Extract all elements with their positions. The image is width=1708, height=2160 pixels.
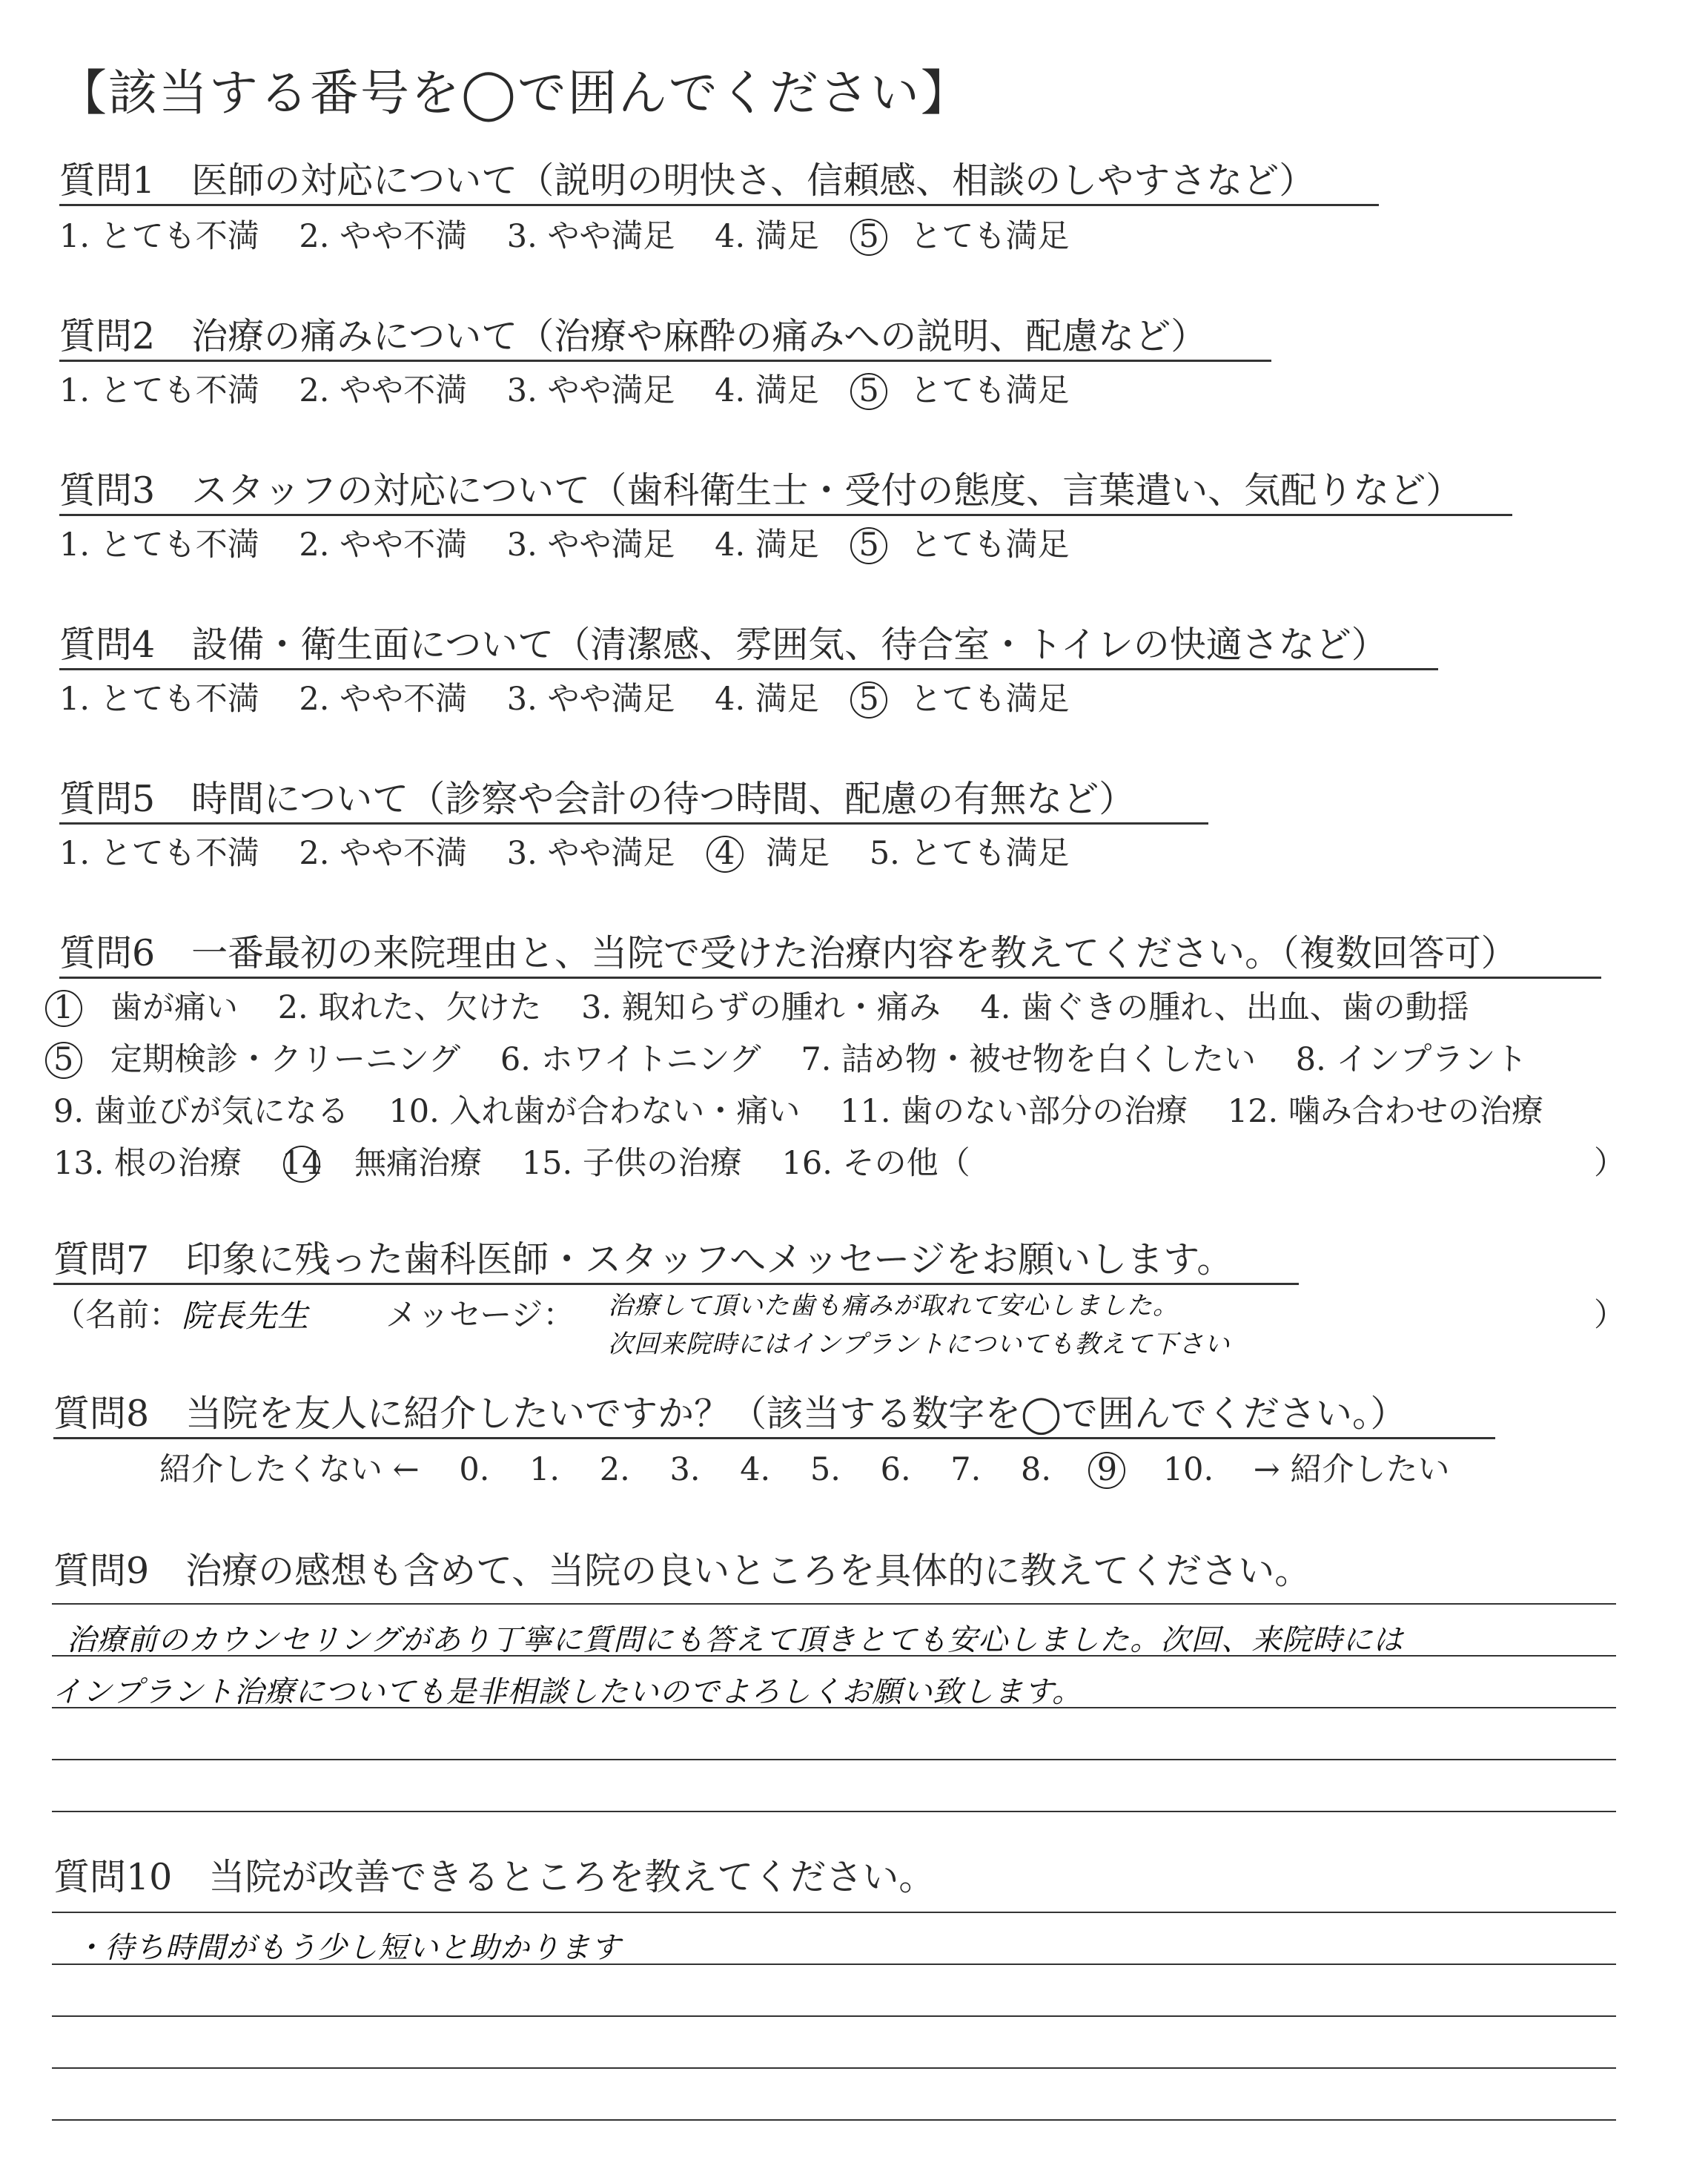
option-5-label: とても満足 bbox=[910, 218, 1070, 255]
q10-ruled-line bbox=[52, 2067, 1616, 2069]
q8-scale bbox=[159, 1444, 1450, 1490]
question-4-title: 質問4 設備・衛生面について（清潔感、雰囲気、待合室・トイレの快適さなど） bbox=[59, 616, 1438, 670]
question-6-row-3 bbox=[53, 1086, 1543, 1132]
q8-num-10[interactable]: 10. bbox=[1162, 1451, 1214, 1488]
option-4-circled[interactable]: 4 bbox=[715, 835, 735, 872]
q9-answer-line-2[interactable]: インプラント治療についても是非相談したいのでよろしくお願い致します。 bbox=[52, 1675, 1082, 1709]
option-2[interactable]: 2. やや不満 bbox=[299, 526, 468, 564]
option-3[interactable]: 3. やや満足 bbox=[506, 835, 675, 872]
choice-1-label: 歯が痛い bbox=[110, 989, 239, 1026]
choice-4[interactable]: 4. 歯ぐきの腫れ、出血、歯の動揺 bbox=[980, 989, 1469, 1026]
option-4[interactable]: 4. 満足 bbox=[715, 372, 819, 409]
choice-10[interactable]: 10. 入れ歯が合わない・痛い bbox=[388, 1093, 801, 1130]
option-5-label: とても満足 bbox=[910, 372, 1070, 409]
option-5-circled[interactable]: 5 bbox=[858, 526, 879, 564]
choice-5-label: 定期検診・クリーニング bbox=[110, 1041, 461, 1078]
question-10-title: 質問10 当院が改善できるところを教えてください。 bbox=[53, 1856, 936, 1898]
q8-num-9-circled[interactable]: 9 bbox=[1096, 1451, 1118, 1488]
option-3[interactable]: 3. やや満足 bbox=[506, 218, 675, 255]
option-5-circled[interactable]: 5 bbox=[858, 218, 879, 255]
option-2[interactable]: 2. やや不満 bbox=[299, 372, 468, 409]
choice-16[interactable]: 16. その他（ bbox=[781, 1145, 970, 1182]
option-5-circled[interactable]: 5 bbox=[858, 681, 879, 718]
question-6-row-2 bbox=[53, 1034, 1527, 1080]
q9-ruled-line bbox=[52, 1759, 1616, 1760]
choice-8[interactable]: 8. インプラント bbox=[1295, 1041, 1528, 1078]
q7-message-line-2[interactable]: 次回来院時にはインプラントについても教えて下さい bbox=[608, 1330, 1231, 1359]
choice-13[interactable]: 13. 根の治療 bbox=[53, 1145, 242, 1182]
question-2-title: 質問2 治療の痛みについて（治療や麻酔の痛みへの説明、配慮など） bbox=[59, 308, 1271, 362]
option-5-label: とても満足 bbox=[910, 681, 1070, 718]
question-4-options bbox=[59, 674, 1070, 719]
question-2-options bbox=[59, 366, 1070, 411]
question-8-title: 質問8 当院を友人に紹介したいですか？（該当する数字を◯で囲んでください。） bbox=[53, 1385, 1495, 1439]
q7-message-label: メッセージ： bbox=[385, 1297, 575, 1334]
choice-11[interactable]: 11. 歯のない部分の治療 bbox=[840, 1093, 1188, 1130]
question-9-title: 質問9 治療の感想も含めて、当院の良いところを具体的に教えてください。 bbox=[53, 1550, 1311, 1592]
option-5-label: とても満足 bbox=[910, 526, 1070, 564]
q7-close-paren: ） bbox=[1594, 1297, 1626, 1334]
q9-ruled-line bbox=[52, 1811, 1616, 1812]
option-1[interactable]: 1. とても不満 bbox=[59, 681, 259, 718]
q10-ruled-line bbox=[52, 2015, 1616, 2017]
option-5[interactable]: 5. とても満足 bbox=[869, 835, 1070, 872]
question-6-row-4 bbox=[53, 1138, 970, 1183]
q8-left-label: 紹介したくない ← bbox=[159, 1451, 420, 1488]
q10-answer-line-1[interactable]: ・待ち時間がもう少し短いと助かります bbox=[74, 1931, 621, 1965]
option-3[interactable]: 3. やや満足 bbox=[506, 372, 675, 409]
q10-ruled-line bbox=[52, 1912, 1616, 1913]
q8-num-5[interactable]: 5. bbox=[810, 1451, 841, 1488]
question-3-options bbox=[59, 520, 1070, 565]
q7-message-line-1[interactable]: 治療して頂いた歯も痛みが取れて安心しました。 bbox=[608, 1291, 1179, 1321]
choice-2[interactable]: 2. 取れた、欠けた bbox=[277, 989, 542, 1026]
choice-7[interactable]: 7. 詰め物・被せ物を白くしたい bbox=[801, 1041, 1257, 1078]
q8-num-0[interactable]: 0. bbox=[459, 1451, 490, 1488]
question-1-title: 質問1 医師の対応について（説明の明快さ、信頼感、相談のしやすさなど） bbox=[59, 152, 1379, 206]
option-4-label: 満足 bbox=[766, 835, 830, 872]
q8-num-4[interactable]: 4. bbox=[740, 1451, 771, 1488]
choice-15[interactable]: 15. 子供の治療 bbox=[521, 1145, 742, 1182]
option-1[interactable]: 1. とても不満 bbox=[59, 526, 259, 564]
q9-answer-line-1[interactable]: 治療前のカウンセリングがあり丁寧に質問にも答えて頂きとても安心しました。次回、来院時には bbox=[67, 1623, 1404, 1657]
option-1[interactable]: 1. とても不満 bbox=[59, 218, 259, 255]
question-7-title: 質問7 印象に残った歯科医師・スタッフへメッセージをお願いします。 bbox=[53, 1231, 1299, 1285]
choice-14-label: 無痛治療 bbox=[354, 1145, 483, 1182]
q9-ruled-line bbox=[52, 1603, 1616, 1605]
question-6-title: 質問6 一番最初の来院理由と、当院で受けた治療内容を教えてください。（複数回答可） bbox=[59, 925, 1601, 979]
q8-right-label: → 紹介したい bbox=[1253, 1451, 1450, 1488]
page-title: 【該当する番号を◯で囲んでください】 bbox=[58, 65, 971, 122]
option-3[interactable]: 3. やや満足 bbox=[506, 526, 675, 564]
choice-16-close-paren: ） bbox=[1594, 1145, 1626, 1182]
question-5-title: 質問5 時間について（診察や会計の待つ時間、配慮の有無など） bbox=[59, 770, 1208, 825]
option-1[interactable]: 1. とても不満 bbox=[59, 372, 259, 409]
option-5-circled[interactable]: 5 bbox=[858, 372, 879, 409]
option-3[interactable]: 3. やや満足 bbox=[506, 681, 675, 718]
option-4[interactable]: 4. 満足 bbox=[715, 681, 819, 718]
q10-ruled-line bbox=[52, 2119, 1616, 2121]
question-1-options bbox=[59, 211, 1070, 257]
option-4[interactable]: 4. 満足 bbox=[715, 526, 819, 564]
choice-6[interactable]: 6. ホワイトニング bbox=[500, 1041, 761, 1078]
q8-num-7[interactable]: 7. bbox=[950, 1451, 982, 1488]
option-4[interactable]: 4. 満足 bbox=[715, 218, 819, 255]
choice-12[interactable]: 12. 噛み合わせの治療 bbox=[1227, 1093, 1543, 1130]
option-2[interactable]: 2. やや不満 bbox=[299, 681, 468, 718]
question-5-options bbox=[59, 828, 1070, 873]
choice-1-circled[interactable]: 1 bbox=[53, 989, 74, 1026]
q8-num-3[interactable]: 3. bbox=[669, 1451, 701, 1488]
q8-num-1[interactable]: 1. bbox=[529, 1451, 560, 1488]
q8-num-2[interactable]: 2. bbox=[599, 1451, 630, 1488]
option-2[interactable]: 2. やや不満 bbox=[299, 835, 468, 872]
choice-3[interactable]: 3. 親知らずの腫れ・痛み bbox=[581, 989, 941, 1026]
q7-name-value[interactable]: 院長先生 bbox=[182, 1298, 310, 1334]
q8-num-8[interactable]: 8. bbox=[1021, 1451, 1052, 1488]
choice-5-circled[interactable]: 5 bbox=[53, 1041, 74, 1078]
option-1[interactable]: 1. とても不満 bbox=[59, 835, 259, 872]
choice-9[interactable]: 9. 歯並びが気になる bbox=[53, 1093, 349, 1130]
choice-14-circled[interactable]: 14 bbox=[281, 1145, 322, 1182]
option-2[interactable]: 2. やや不満 bbox=[299, 218, 468, 255]
q7-name-label: （名前： bbox=[53, 1297, 181, 1334]
question-3-title: 質問3 スタッフの対応について（歯科衛生士・受付の態度、言葉遣い、気配りなど） bbox=[59, 462, 1512, 516]
question-6-row-1 bbox=[53, 982, 1469, 1028]
q8-num-6[interactable]: 6. bbox=[880, 1451, 911, 1488]
